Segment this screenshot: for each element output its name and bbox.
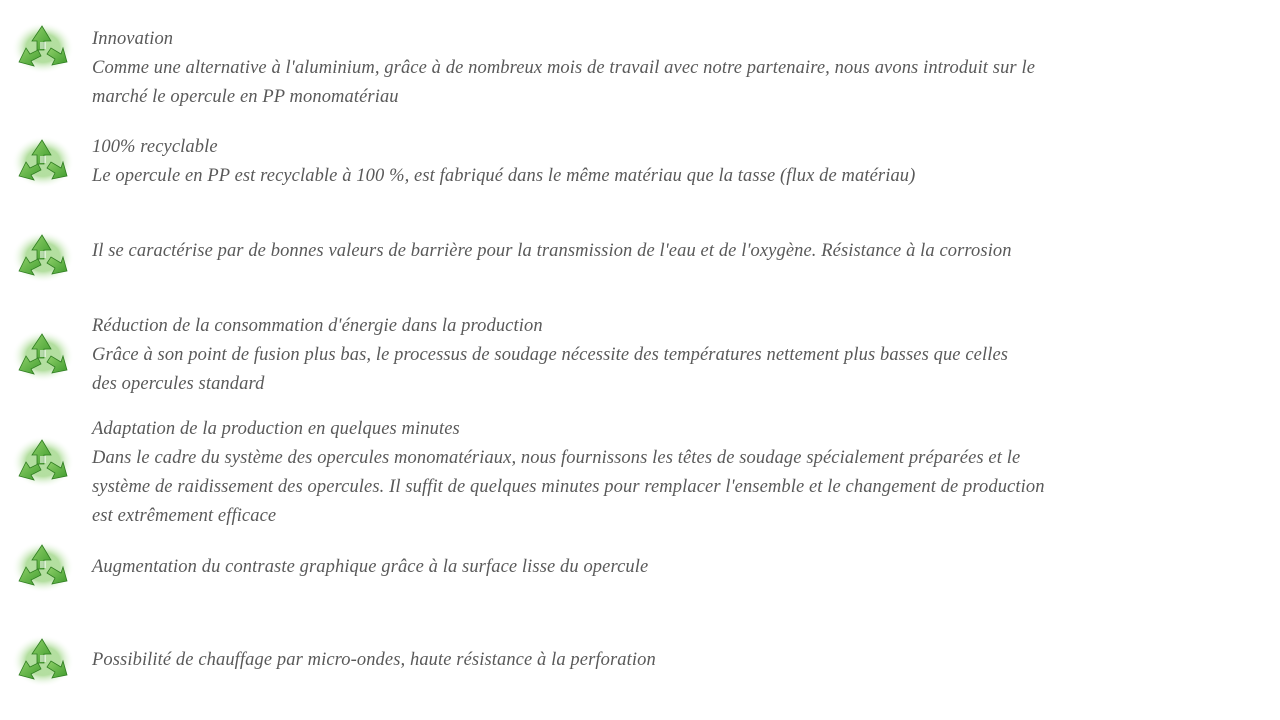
bullet-item-production-adaptation [92, 415, 1267, 531]
bullet-item-microwave [92, 646, 1267, 675]
recycling-icon [10, 20, 76, 76]
bullet-item-barrier-values [92, 237, 1267, 266]
bullet-text-line: est extrêmement efficace [92, 506, 277, 526]
bullet-text-line: des opercules standard [92, 374, 265, 394]
recycling-icon [10, 539, 76, 595]
recycling-icon [10, 229, 76, 285]
bullet-item-innovation [92, 25, 1267, 112]
bullet-text-line: Dans le cadre du système des opercules monomatériaux, nous fournissons les têtes de soudage spécialement préparées et le [92, 448, 1021, 468]
bullet-text-line: Innovation [92, 29, 174, 49]
bullet-item-energy-reduction [92, 312, 1267, 399]
bullet-text-line: Possibilité de chauffage par micro-ondes, haute résistance à la perforation [92, 650, 656, 670]
bullet-item-recyclable [92, 133, 1267, 191]
bullet-text-line: Réduction de la consommation d'énergie dans la production [92, 316, 543, 336]
recycling-icon [10, 633, 76, 689]
bullet-text-line: Il se caractérise par de bonnes valeurs de barrière pour la transmission de l'eau et de l'oxygène. Résistance à la corrosion [92, 241, 1012, 261]
recycling-icon [10, 434, 76, 490]
bullet-text-line: 100% recyclable [92, 137, 218, 157]
bullet-text-line: marché le opercule en PP monomatériau [92, 87, 399, 107]
bullet-text-line: Grâce à son point de fusion plus bas, le processus de soudage nécessite des températures nettement plus basses que celles [92, 345, 1009, 365]
bullet-text-line: Comme une alternative à l'aluminium, grâce à de nombreux mois de travail avec notre partenaire, nous avons introduit sur le [92, 58, 1035, 78]
recycling-icon [10, 134, 76, 190]
recycling-icon [10, 328, 76, 384]
bullet-text-line: système de raidissement des opercules. Il suffit de quelques minutes pour remplacer l'ensemble et le changement de production [92, 477, 1045, 497]
bullet-text-line: Adaptation de la production en quelques minutes [92, 419, 460, 439]
bullet-item-graphic-contrast [92, 553, 1267, 582]
bullet-text-line: Le opercule en PP est recyclable à 100 %, est fabriqué dans le même matériau que la tasse (flux de matériau) [92, 166, 916, 186]
bullet-text-line: Augmentation du contraste graphique grâce à la surface lisse du opercule [92, 557, 649, 577]
